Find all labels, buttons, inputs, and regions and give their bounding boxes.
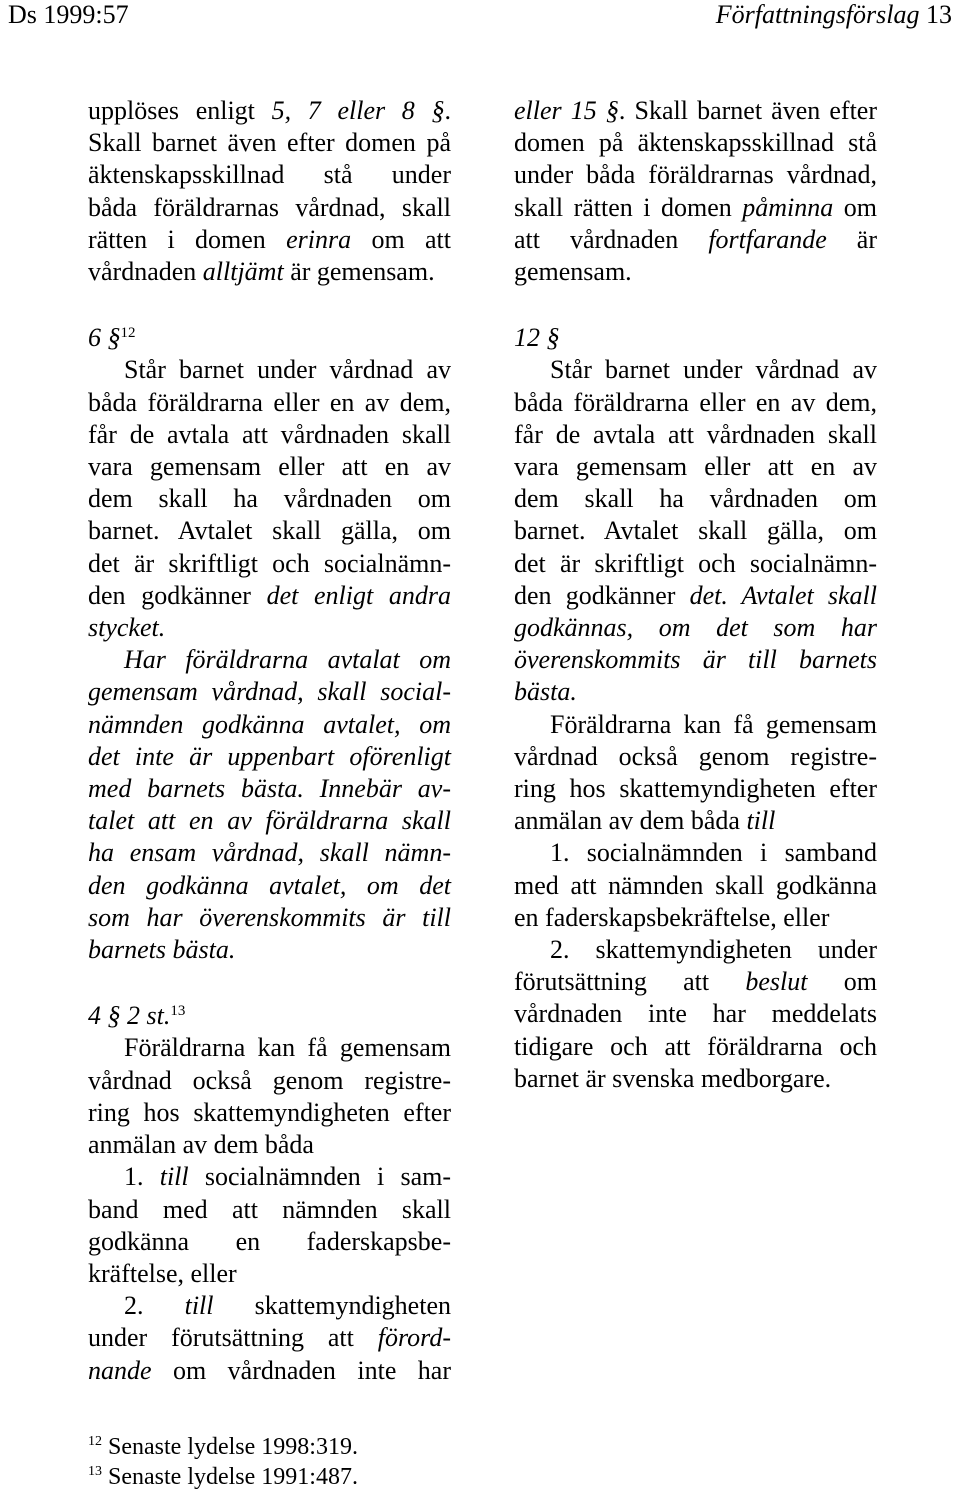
text-line — [88, 870, 451, 902]
header-right — [716, 0, 952, 30]
footnote — [88, 1432, 788, 1462]
text-segment: erinra — [286, 224, 352, 254]
text-line — [88, 1032, 451, 1064]
text-line — [514, 676, 877, 708]
text-segment: den godkänna avtalet, om det — [88, 870, 451, 900]
text-line — [88, 1258, 451, 1290]
text-line — [88, 709, 451, 741]
text-line — [88, 1000, 451, 1032]
text-line — [88, 483, 451, 515]
text-segment: det är skriftligt och socialnämn- — [514, 548, 877, 578]
text-segment: båda föräldrarnas vårdnad, skall — [88, 192, 451, 222]
text-segment: vårdnad också genom registre- — [88, 1065, 451, 1095]
text-segment: domen på äktenskapsskillnad stå — [514, 128, 877, 158]
text-segment: är — [826, 224, 878, 254]
text-segment: det är skriftligt och socialnämn- — [88, 548, 451, 578]
text-line — [88, 548, 451, 580]
text-segment: Föräldrarna kan få gemensam — [550, 709, 877, 739]
text-line — [514, 870, 877, 902]
text-line — [514, 580, 877, 612]
text-segment: 5, 7 eller 8 § — [271, 96, 445, 125]
document-id: Ds 1999:57 — [8, 0, 129, 29]
text-line — [88, 580, 451, 612]
text-line — [88, 676, 451, 708]
text-segment: om — [833, 192, 878, 222]
text-segment: till — [746, 806, 776, 836]
footnote-reference: 12 — [120, 325, 136, 342]
text-line — [88, 1355, 451, 1387]
section-title: Författningsförslag — [715, 0, 920, 29]
text-segment: om — [807, 967, 877, 997]
text-paragraph — [88, 354, 451, 644]
text-segment: under förutsättning att — [88, 1323, 378, 1353]
page-number: 13 — [926, 0, 952, 29]
text-line — [514, 773, 877, 805]
text-segment: barnet. Avtalet skall gälla, om — [88, 516, 451, 546]
text-line — [514, 837, 877, 869]
text-segment: anmälan av dem båda — [88, 1130, 314, 1160]
text-paragraph — [514, 709, 877, 838]
text-segment: barnet är svenska medborgare. — [514, 1063, 832, 1093]
text-segment: 2. skattemyndigheten under — [550, 935, 877, 965]
text-segment: kräftelse, eller — [88, 1258, 237, 1288]
text-line — [88, 515, 451, 547]
text-line — [88, 773, 451, 805]
text-line — [514, 256, 877, 288]
text-segment: skall rätten i domen — [514, 192, 743, 222]
text-segment: en faderskapsbekräftelse, eller — [514, 902, 830, 932]
text-segment: den godkänner — [514, 580, 690, 610]
text-segment: Står barnet under vårdnad av — [124, 355, 451, 385]
text-segment: förord- — [377, 1323, 451, 1353]
text-segment: socialnämnden i sam- — [188, 1162, 451, 1192]
text-segment: Står barnet under vårdnad av — [550, 355, 877, 385]
text-segment: båda föräldrarna eller en av dem, — [88, 387, 451, 417]
text-segment: under båda föräldrarnas vårdnad, — [514, 160, 877, 190]
text-line — [514, 451, 877, 483]
text-segment: skattemyndigheten — [213, 1291, 451, 1321]
text-segment: det enligt andra — [266, 580, 451, 610]
text-paragraph — [514, 837, 877, 934]
text-line — [514, 1063, 877, 1095]
text-line — [88, 387, 451, 419]
text-segment: får de avtala att vårdnaden skall — [514, 419, 877, 449]
text-line — [88, 1226, 451, 1258]
text-segment: får de avtala att vårdnaden skall — [88, 419, 451, 449]
text-line — [514, 709, 877, 741]
text-segment: rätten i domen — [88, 224, 287, 254]
text-paragraph — [88, 644, 451, 966]
text-segment: . — [444, 96, 451, 125]
text-segment: om att — [351, 224, 451, 254]
text-line — [514, 419, 877, 451]
footnote-text: Senaste lydelse 1998:319. — [108, 1434, 358, 1460]
text-line — [514, 934, 877, 966]
text-segment: bästa. — [514, 677, 577, 707]
text-line — [514, 805, 877, 837]
text-paragraph — [514, 934, 877, 1095]
text-segment: är gemensam. — [283, 257, 435, 287]
footnote-mark: 12 — [88, 1434, 102, 1449]
text-line — [88, 1129, 451, 1161]
text-line — [88, 322, 451, 354]
text-line — [88, 741, 451, 773]
text-segment: 1. — [124, 1162, 160, 1192]
footnote-text: Senaste lydelse 1991:487. — [108, 1464, 358, 1490]
text-segment: gemensam vårdnad, skall social- — [88, 677, 451, 707]
text-segment: nande — [88, 1355, 152, 1385]
footnotes — [88, 1432, 788, 1492]
text-segment: ha ensam vårdnad, skall nämn- — [88, 838, 451, 868]
text-segment: att vårdnaden — [514, 224, 709, 254]
text-segment: med att nämnden skall godkänna — [514, 870, 877, 900]
running-header — [8, 0, 952, 30]
text-segment: påminna — [742, 192, 834, 222]
section-heading — [88, 322, 451, 354]
text-line — [88, 1194, 451, 1226]
text-segment: som har överenskommits är till — [88, 902, 451, 932]
text-segment: överenskommits är till barnets — [514, 645, 877, 675]
text-segment: Föräldrarna kan få gemensam — [124, 1033, 451, 1063]
footnote — [88, 1462, 788, 1492]
text-line — [514, 612, 877, 644]
text-line — [88, 902, 451, 934]
text-segment: godkännas, om det som har — [514, 613, 877, 643]
text-segment: dem skall ha vårdnaden om — [88, 484, 451, 514]
text-line — [514, 902, 877, 934]
text-segment: 4 § 2 st. — [88, 1001, 171, 1031]
text-line — [88, 419, 451, 451]
text-segment: ring hos skattemyndigheten efter — [88, 1097, 451, 1127]
text-segment: fortfarande — [708, 224, 827, 254]
text-line — [88, 1322, 451, 1354]
text-segment: ring hos skattemyndigheten efter — [514, 774, 877, 804]
text-line — [514, 159, 877, 191]
text-segment: gemensam. — [514, 257, 632, 287]
text-segment: dem skall ha vårdnaden om — [514, 484, 877, 514]
section-heading — [514, 322, 877, 354]
text-line — [88, 192, 451, 224]
text-segment: godkänna en faderskapsbe- — [88, 1226, 451, 1256]
text-segment: 6 § — [88, 323, 121, 353]
text-line — [514, 966, 877, 998]
text-line — [88, 451, 451, 483]
text-paragraph — [514, 95, 877, 288]
text-segment: 12 § — [514, 323, 560, 353]
text-line — [88, 612, 451, 644]
text-line — [88, 805, 451, 837]
text-segment: den godkänner — [88, 580, 267, 610]
text-segment: till — [184, 1291, 214, 1321]
text-line — [514, 192, 877, 224]
text-line — [514, 322, 877, 354]
text-line — [514, 127, 877, 159]
left-text-column — [88, 95, 451, 1387]
text-paragraph — [88, 95, 451, 288]
text-line — [88, 224, 451, 256]
text-segment: alltjämt — [202, 257, 284, 287]
text-segment: vara gemensam eller att en av — [514, 452, 877, 482]
text-paragraph — [514, 354, 877, 708]
text-segment: beslut — [745, 967, 808, 997]
text-line — [88, 95, 451, 127]
text-segment: äktenskapsskillnad stå under — [88, 160, 451, 190]
text-line — [514, 998, 877, 1030]
text-line — [514, 354, 877, 386]
text-segment: med barnets bästa. Innebär av- — [88, 774, 451, 804]
text-segment: vårdnaden inte har meddelats — [514, 999, 877, 1029]
text-segment: förutsättning att — [514, 967, 746, 997]
text-segment: till — [159, 1162, 189, 1192]
text-segment: båda föräldrarna eller en av dem, — [514, 387, 877, 417]
text-segment: tidigare och att föräldrarna och — [514, 1031, 877, 1061]
text-segment: vara gemensam eller att en av — [88, 452, 451, 482]
footnote-mark: 13 — [88, 1464, 102, 1479]
text-paragraph — [88, 1032, 451, 1161]
text-segment: 1. socialnämnden i samband — [550, 838, 877, 868]
text-line — [88, 354, 451, 386]
text-segment: nämnden godkänna avtalet, om — [88, 709, 451, 739]
text-segment: barnets bästa. — [88, 935, 236, 965]
section-heading — [88, 1000, 451, 1032]
text-line — [88, 1161, 451, 1193]
text-segment: Har föräldrarna avtalat om — [124, 645, 451, 675]
text-line — [514, 548, 877, 580]
right-text-column — [514, 95, 877, 1095]
text-segment: barnet. Avtalet skall gälla, om — [514, 516, 877, 546]
text-segment: vårdnaden — [88, 257, 203, 287]
text-segment: eller 15 § — [514, 96, 619, 125]
text-line — [514, 95, 877, 127]
text-line — [514, 387, 877, 419]
text-paragraph — [88, 1161, 451, 1290]
text-segment: 2. — [124, 1291, 185, 1321]
text-segment: upplöses enligt — [88, 96, 272, 125]
text-line — [88, 159, 451, 191]
text-line — [88, 1097, 451, 1129]
text-line — [88, 1290, 451, 1322]
text-line — [88, 644, 451, 676]
text-line — [88, 127, 451, 159]
text-line — [88, 934, 451, 966]
text-segment: talet att en av föräldrarna skall — [88, 806, 451, 836]
text-line — [514, 741, 877, 773]
text-segment: anmälan av dem båda — [514, 806, 747, 836]
text-segment: stycket. — [88, 613, 166, 643]
text-line — [514, 224, 877, 256]
text-line — [88, 1065, 451, 1097]
text-line — [514, 483, 877, 515]
footnote-reference: 13 — [170, 1003, 186, 1020]
text-line — [514, 1031, 877, 1063]
text-line — [514, 644, 877, 676]
text-segment: det inte är uppenbart oförenligt — [88, 741, 451, 771]
text-paragraph — [88, 1290, 451, 1387]
text-segment: vårdnad också genom registre- — [514, 741, 877, 771]
text-segment: om vårdnaden inte har — [151, 1355, 451, 1385]
text-line — [514, 515, 877, 547]
text-segment: det. Avtalet skall — [689, 580, 877, 610]
text-segment: band med att nämnden skall — [88, 1194, 451, 1224]
text-segment: . Skall barnet även efter — [618, 96, 877, 125]
text-segment: Skall barnet även efter domen på — [88, 128, 451, 158]
text-line — [88, 256, 451, 288]
text-line — [88, 837, 451, 869]
